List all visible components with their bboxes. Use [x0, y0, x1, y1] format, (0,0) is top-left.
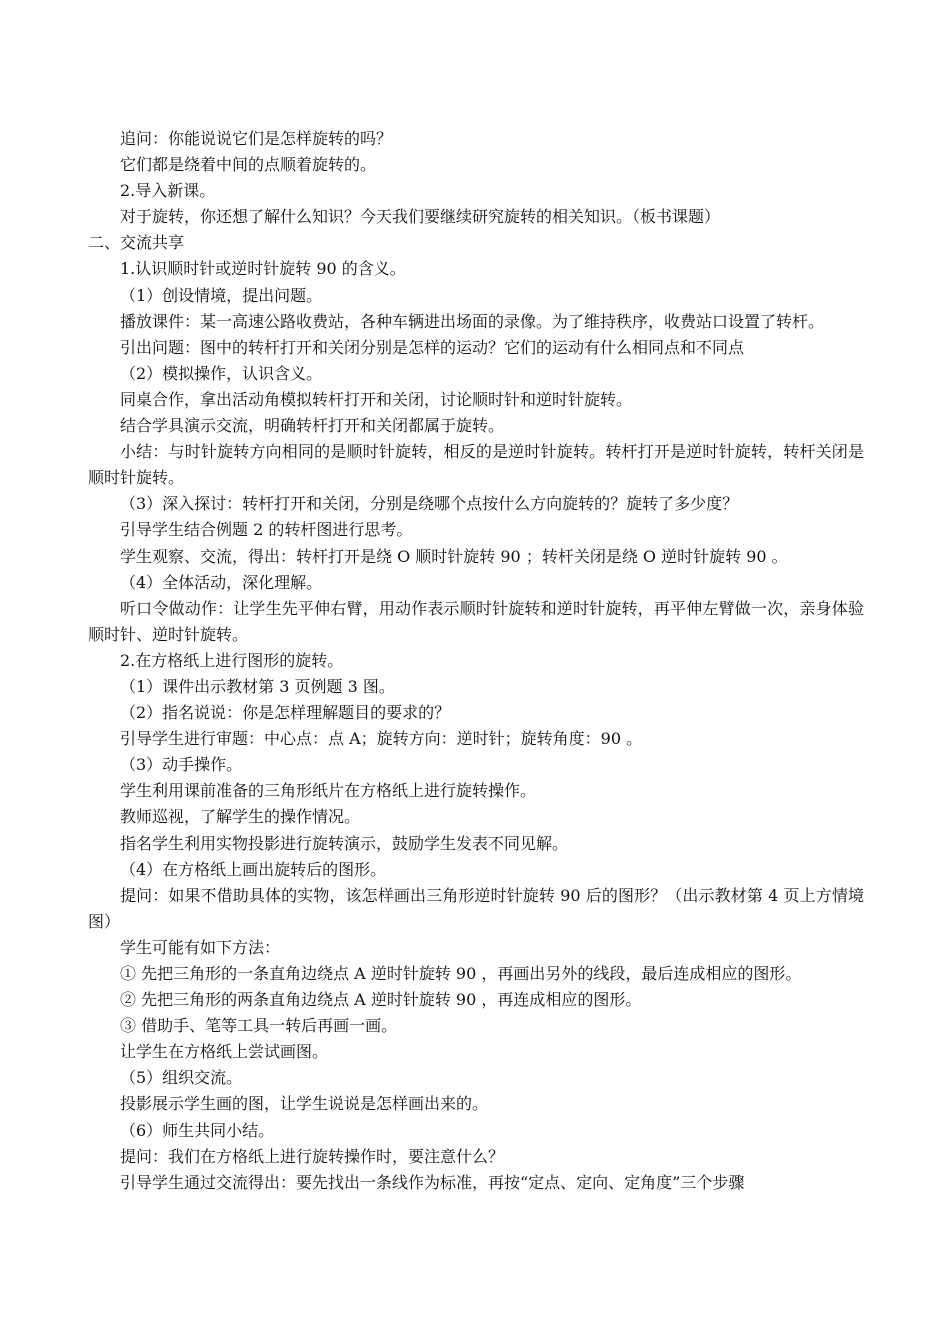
text-paragraph: ① 先把三角形的一条直角边绕点 A 逆时针旋转 90 ，再画出另外的线段，最后连成相应的图形。 — [120, 964, 802, 983]
section-heading: 二、交流共享 — [88, 233, 185, 253]
text-line: 它们都是绕着中间的点顺着旋转的。 — [120, 155, 377, 175]
text-line: ② 先把三角形的两条直角边绕点 A 逆时针旋转 90 ，再连成相应的图形。 — [120, 990, 642, 1010]
text-line: 引导学生结合例题 2 的转杆图进行思考。 — [120, 520, 413, 540]
text-line: 让学生在方格纸上尝试画图。 — [120, 1042, 329, 1062]
text-line: （4）在方格纸上画出旋转后的图形。 — [120, 859, 387, 879]
text-paragraph: 小结：与时针旋转方向相同的是顺时针旋转，相反的是逆时针旋转。转杆打开是逆时针旋转，转杆关闭是顺时针旋转。 — [88, 442, 864, 488]
text-paragraph: 播放课件：某一高速公路收费站，各种车辆进出场面的录像。为了维持秩序，收费站口设置了转杆。 — [120, 311, 825, 331]
text-line: 提问：我们在方格纸上进行旋转操作时，要注意什么？ — [120, 1146, 505, 1166]
text-paragraph: 听口令做动作：让学生先平伸右臂，用动作表示顺时针旋转和逆时针旋转，再平伸左臂做一次，亲身体验顺时针、逆时针旋转。 — [88, 598, 864, 644]
text-line: 学生可能有如下方法： — [120, 937, 281, 957]
text-line: 同桌合作，拿出活动角模拟转杆打开和关闭，讨论顺时针和逆时针旋转。 — [120, 389, 633, 409]
text-line: 追问：你能说说它们是怎样旋转的吗？ — [120, 129, 393, 148]
text-line: 指名学生利用实物投影进行旋转演示，鼓励学生发表不同见解。 — [120, 833, 569, 853]
text-line: （6）师生共同小结。 — [120, 1120, 275, 1140]
text-line: ③ 借助手、笔等工具一转后再画一画。 — [120, 1016, 398, 1036]
text-line: （1）课件出示教材第 3 页例题 3 图。 — [120, 676, 395, 696]
text-line: （3）动手操作。 — [120, 755, 243, 775]
subsection-heading: 1.认识顺时针或逆时针旋转 90 的含义。 — [120, 259, 406, 279]
text-line: 2.导入新课。 — [120, 181, 216, 201]
text-line: 投影展示学生画的图，让学生说说是怎样画出来的。 — [120, 1094, 489, 1114]
text-line: （3）深入探讨：转杆打开和关闭，分别是绕哪个点按什么方向旋转的？旋转了多少度？ — [120, 494, 739, 514]
text-line: 对于旋转，你还想了解什么知识？今天我们要继续研究旋转的相关知识。（板书课题） — [120, 207, 721, 227]
subsection-heading: 2.在方格纸上进行图形的旋转。 — [120, 650, 344, 670]
document-body — [88, 126, 864, 1196]
text-line: 引导学生进行审题：中心点：点 A；旋转方向：逆时针；旋转角度：90 。 — [120, 729, 643, 749]
text-line: （1）创设情境，提出问题。 — [120, 285, 323, 305]
text-paragraph: 提问：如果不借助具体的实物，该怎样画出三角形逆时针旋转 90 后的图形？（出示教材第 4 页上方情境图） — [88, 885, 864, 931]
text-line: 学生观察、交流，得出：转杆打开是绕 O 顺时针旋转 90 ；转杆关闭是绕 O 逆时针旋转 90 。 — [120, 546, 788, 566]
text-line: 引出问题：图中的转杆打开和关闭分别是怎样的运动？它们的运动有什么相同点和不同点 — [120, 337, 745, 357]
text-line: （5）组织交流。 — [120, 1068, 243, 1088]
text-line: 学生利用课前准备的三角形纸片在方格纸上进行旋转操作。 — [120, 781, 537, 801]
text-line: （2）模拟操作，认识含义。 — [120, 363, 323, 383]
text-line: （2）指名说说：你是怎样理解题目的要求的？ — [120, 703, 451, 723]
text-line: 引导学生通过交流得出：要先找出一条线作为标准，再按“定点、定向、定角度”三个步骤 — [120, 1172, 745, 1192]
text-line: 教师巡视，了解学生的操作情况。 — [120, 807, 361, 827]
text-line: 结合学具演示交流，明确转杆打开和关闭都属于旋转。 — [120, 416, 505, 436]
text-line: （4）全体活动，深化理解。 — [120, 572, 323, 592]
